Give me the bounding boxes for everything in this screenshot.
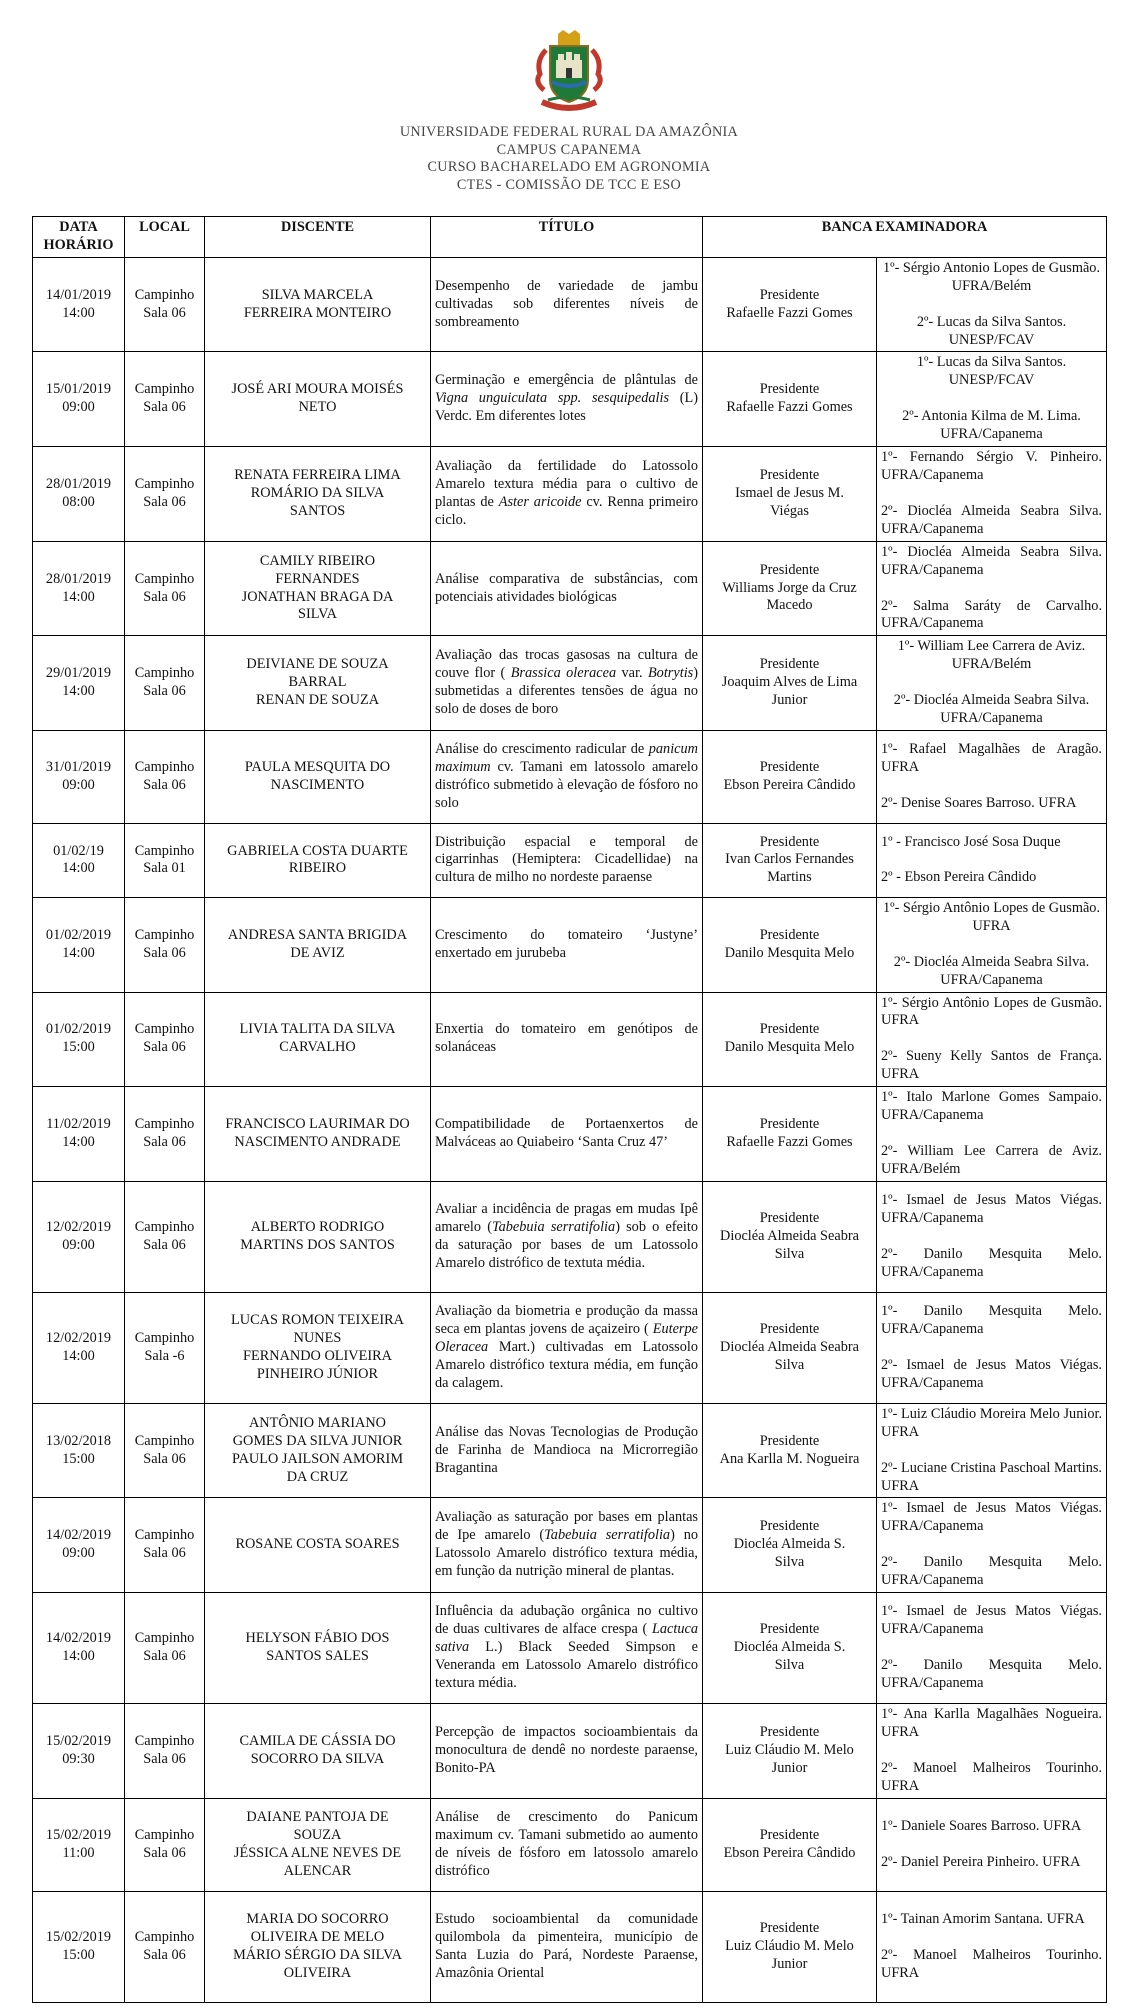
date-time-cell: 14/02/2019 14:00 [33, 1593, 125, 1704]
thesis-title: Distribuição espacial e temporal de cigarrinhas (Hemiptera: Cicadellidae) na cultura de milho no nordeste paraense [435, 833, 698, 886]
first-member: 1º- Ismael de Jesus Matos Viégas. UFRA/Capanema [881, 1603, 1103, 1638]
committee-members-cell [877, 1498, 1107, 1593]
location-cell: Campinho Sala 06 [125, 447, 205, 542]
second-member: 2º- Lucas da Silva Santos. UNESP/FCAV [916, 313, 1067, 348]
header-student: DISCENTE [205, 217, 431, 258]
committee-members-cell [877, 447, 1107, 542]
thesis-title: Avaliar a incidência de pragas em mudas Ipê amarelo (Tabebuia serratifolia) sob o efeito da saturação por bases de um Latossolo Amarelo distrófico de textuta média. [435, 1201, 698, 1271]
title-cell [431, 1704, 703, 1799]
location-cell: Campinho Sala 06 [125, 636, 205, 731]
location-cell: Campinho Sala 06 [125, 1087, 205, 1182]
table-row [33, 1292, 1107, 1403]
president-cell: Presidente Diocléa Almeida S. Silva [703, 1498, 877, 1593]
student-cell: LUCAS ROMON TEIXEIRA NUNES FERNANDO OLIVEIRA PINHEIRO JÚNIOR [205, 1292, 431, 1403]
student-cell: GABRIELA COSTA DUARTE RIBEIRO [205, 823, 431, 897]
committee-members-cell [877, 992, 1107, 1087]
committee-members-cell [877, 1593, 1107, 1704]
committee-members-cell [877, 636, 1107, 731]
student-cell: DEIVIANE DE SOUZA BARRAL RENAN DE SOUZA [205, 636, 431, 731]
course-name: CURSO BACHARELADO EM AGRONOMIA [427, 159, 711, 176]
student-cell: ROSANE COSTA SOARES [205, 1498, 431, 1593]
location-cell: Campinho Sala 01 [125, 823, 205, 897]
president-cell: Presidente Diocléa Almeida S. Silva [703, 1593, 877, 1704]
student-cell: FRANCISCO LAURIMAR DO NASCIMENTO ANDRADE [205, 1087, 431, 1182]
commission-name: CTES - COMISSÃO DE TCC E ESO [456, 176, 682, 193]
university-name: UNIVERSIDADE FEDERAL RURAL DA AMAZÔNIA [399, 124, 739, 140]
second-member: 2º- Luciane Cristina Paschoal Martins. UFRA [881, 1459, 1103, 1494]
location-cell: Campinho Sala 06 [125, 1891, 205, 2002]
table-row [33, 1593, 1107, 1704]
committee-members-cell [877, 1181, 1107, 1292]
committee-members-cell [877, 730, 1107, 823]
header-committee: BANCA EXAMINADORA [703, 217, 1107, 258]
table-row [33, 1798, 1107, 1891]
date-time-cell: 28/01/2019 14:00 [33, 541, 125, 636]
second-member: 2º- Sueny Kelly Santos de França. UFRA [881, 1048, 1103, 1083]
title-cell [431, 1593, 703, 1704]
title-cell [431, 1292, 703, 1403]
second-member: 2º- Diocléa Almeida Seabra Silva. UFRA/Capanema [893, 692, 1090, 727]
first-member: 1º- Sérgio Antonio Lopes de Gusmão. UFRA/Belém [883, 259, 1101, 294]
thesis-title: Enxertia do tomateiro em genótipos de solanáceas [435, 1021, 698, 1056]
title-cell [431, 1087, 703, 1182]
table-header-row [33, 217, 1107, 258]
first-member: 1º- Luiz Cláudio Moreira Melo Junior. UFRA [881, 1405, 1103, 1440]
second-member: 2º- Denise Soares Barroso. UFRA [881, 794, 1077, 811]
header-title: TÍTULO [431, 217, 703, 258]
table-row [33, 1498, 1107, 1593]
location-cell: Campinho Sala 06 [125, 541, 205, 636]
thesis-title: Estudo socioambiental da comunidade quilombola da pimenteira, município de Santa Luzia do Pará, Nordeste Paraense, Amazônia Oriental [435, 1910, 698, 1981]
thesis-title: Avaliação as saturação por bases em plantas de Ipe amarelo (Tabebuia serratifolia) no Latossolo Amarelo distrófico textura média, em função da nutrição mineral de plantas. [435, 1509, 699, 1580]
committee-members-cell [877, 1704, 1107, 1799]
student-cell: HELYSON FÁBIO DOS SANTOS SALES [205, 1593, 431, 1704]
location-cell: Campinho Sala 06 [125, 1798, 205, 1891]
thesis-title: Análise de crescimento do Panicum maximum cv. Tamani submetido ao aumento de níveis de fósforo em latossolo amarelo distrófico [435, 1808, 698, 1879]
president-cell: Presidente Rafaelle Fazzi Gomes [703, 1087, 877, 1182]
table-row [33, 541, 1107, 636]
table-row [33, 1087, 1107, 1182]
location-cell: Campinho Sala 06 [125, 992, 205, 1087]
title-cell [431, 257, 703, 352]
second-member: 2º- Daniel Pereira Pinheiro. UFRA [881, 1853, 1081, 1870]
president-cell: Presidente Ana Karlla M. Nogueira [703, 1403, 877, 1498]
title-cell [431, 1403, 703, 1498]
second-member: 2º- Diocléa Almeida Seabra Silva. UFRA/Capanema [881, 502, 1103, 537]
student-cell: CAMILY RIBEIRO FERNANDES JONATHAN BRAGA DA SILVA [205, 541, 431, 636]
committee-members-cell [877, 823, 1107, 897]
first-member: 1º - Francisco José Sosa Duque [881, 833, 1061, 850]
student-cell: DAIANE PANTOJA DE SOUZA JÉSSICA ALNE NEVES DE ALENCAR [205, 1798, 431, 1891]
table-row [33, 1403, 1107, 1498]
committee-members-cell [877, 1292, 1107, 1403]
title-cell [431, 992, 703, 1087]
location-cell: Campinho Sala 06 [125, 730, 205, 823]
first-member: 1º- Sérgio Antônio Lopes de Gusmão. UFRA [881, 994, 1103, 1029]
thesis-title: Desempenho de variedade de jambu cultivadas sob diferentes níveis de sombreamento [435, 277, 698, 330]
president-cell: Presidente Ivan Carlos Fernandes Martins [703, 823, 877, 897]
date-time-cell: 12/02/2019 14:00 [33, 1292, 125, 1403]
date-time-cell: 31/01/2019 09:00 [33, 730, 125, 823]
date-time-cell: 14/02/2019 09:00 [33, 1498, 125, 1593]
committee-members-cell [877, 1087, 1107, 1182]
student-cell: PAULA MESQUITA DO NASCIMENTO [205, 730, 431, 823]
table-row [33, 897, 1107, 992]
thesis-title: Crescimento do tomateiro ‘Justyne’ enxertado em jurubeba [435, 926, 698, 961]
table-row [33, 823, 1107, 897]
first-member: 1º- Ismael de Jesus Matos Viégas. UFRA/Capanema [881, 1500, 1103, 1535]
student-cell: CAMILA DE CÁSSIA DO SOCORRO DA SILVA [205, 1704, 431, 1799]
student-cell: JOSÉ ARI MOURA MOISÉS NETO [205, 352, 431, 447]
president-cell: Presidente Rafaelle Fazzi Gomes [703, 352, 877, 447]
president-cell: Presidente Ebson Pereira Cândido [703, 1798, 877, 1891]
date-time-cell: 28/01/2019 08:00 [33, 447, 125, 542]
title-cell [431, 730, 703, 823]
location-cell: Campinho Sala 06 [125, 897, 205, 992]
president-cell: Presidente Diocléa Almeida Seabra Silva [703, 1181, 877, 1292]
second-member: 2º- Manoel Malheiros Tourinho. UFRA [881, 1946, 1103, 1981]
committee-members-cell [877, 352, 1107, 447]
date-time-cell: 01/02/2019 14:00 [33, 897, 125, 992]
second-member: 2º- Ismael de Jesus Matos Viégas. UFRA/Capanema [881, 1356, 1103, 1391]
date-time-cell: 15/02/2019 15:00 [33, 1891, 125, 2002]
title-cell [431, 1891, 703, 2002]
committee-members-cell [877, 1891, 1107, 2002]
defense-schedule-table [32, 216, 1107, 2003]
second-member: 2º- William Lee Carrera de Aviz. UFRA/Belém [881, 1143, 1103, 1177]
location-cell: Campinho Sala 06 [125, 1593, 205, 1704]
table-row [33, 1891, 1107, 2002]
second-member: 2º- Manoel Malheiros Tourinho. UFRA [881, 1759, 1103, 1794]
committee-members-cell [877, 541, 1107, 636]
president-cell: Presidente Rafaelle Fazzi Gomes [703, 257, 877, 352]
student-cell: ALBERTO RODRIGO MARTINS DOS SANTOS [205, 1181, 431, 1292]
committee-members-cell [877, 897, 1107, 992]
table-row [33, 352, 1107, 447]
location-cell: Campinho Sala 06 [125, 1704, 205, 1799]
date-time-cell: 29/01/2019 14:00 [33, 636, 125, 731]
title-cell [431, 447, 703, 542]
location-cell: Campinho Sala 06 [125, 352, 205, 447]
title-cell [431, 1181, 703, 1292]
table-row [33, 1704, 1107, 1799]
student-cell: ANTÔNIO MARIANO GOMES DA SILVA JUNIOR PAULO JAILSON AMORIM DA CRUZ [205, 1403, 431, 1498]
date-time-cell: 14/01/2019 14:00 [33, 257, 125, 352]
first-member: 1º- Tainan Amorim Santana. UFRA [881, 1910, 1085, 1927]
second-member: 2º- Danilo Mesquita Melo. UFRA/Capanema [881, 1554, 1103, 1589]
president-cell: Presidente Ebson Pereira Cândido [703, 730, 877, 823]
table-row [33, 1181, 1107, 1292]
committee-members-cell [877, 1403, 1107, 1498]
first-member: 1º- Diocléa Almeida Seabra Silva. UFRA/Capanema [881, 543, 1103, 578]
title-cell [431, 823, 703, 897]
title-cell [431, 352, 703, 447]
table-row [33, 257, 1107, 352]
date-time-cell: 12/02/2019 09:00 [33, 1181, 125, 1292]
thesis-title: Avaliação das trocas gasosas na cultura de couve flor ( Brassica oleracea var. Botrytis) submetidas a diferentes tensões de água no solo de doses de boro [435, 647, 698, 718]
title-cell [431, 541, 703, 636]
president-cell: Presidente Joaquim Alves de Lima Junior [703, 636, 877, 731]
president-cell: Presidente Luiz Cláudio M. Melo Junior [703, 1704, 877, 1799]
title-cell [431, 1798, 703, 1891]
thesis-title: Análise comparativa de substâncias, com potenciais atividades biológicas [435, 570, 698, 605]
second-member: 2º- Salma Saráty de Carvalho. UFRA/Capanema [881, 597, 1103, 632]
student-cell: ANDRESA SANTA BRIGIDA DE AVIZ [205, 897, 431, 992]
thesis-title: Análise do crescimento radicular de panicum maximum cv. Tamani em latossolo amarelo distrófico submetido à elevação de fósforo no solo [435, 741, 698, 811]
table-row [33, 730, 1107, 823]
student-cell: SILVA MARCELA FERREIRA MONTEIRO [205, 257, 431, 352]
first-member: 1º- Lucas da Silva Santos. UNESP/FCAV [916, 354, 1067, 389]
second-member: 2º- Danilo Mesquita Melo. UFRA/Capanema [881, 1245, 1103, 1280]
first-member: 1º- Danilo Mesquita Melo. UFRA/Capanema [881, 1303, 1103, 1337]
president-cell: Presidente Luiz Cláudio M. Melo Junior [703, 1891, 877, 2002]
second-member: 2º- Diocléa Almeida Seabra Silva. UFRA/Capanema [893, 953, 1090, 988]
thesis-title: Influência da adubação orgânica no cultivo de duas cultivares de alface crespa ( Lactuca sativa L.) Black Seeded Simpson e Veneranda em Latossolo Amarelo distrófico textura média. [435, 1603, 698, 1691]
thesis-title: Germinação e emergência de plântulas de Vigna unguiculata spp. sesquipedalis (L) Verdc. Em diferentes lotes [435, 372, 698, 425]
second-member: 2º- Antonia Kilma de M. Lima. UFRA/Capanema [902, 408, 1081, 443]
title-cell [431, 897, 703, 992]
table-row [33, 992, 1107, 1087]
date-time-cell: 15/01/2019 09:00 [33, 352, 125, 447]
first-member: 1º- Sérgio Antônio Lopes de Gusmão. UFRA [883, 899, 1101, 934]
president-cell: Presidente Ismael de Jesus M. Viégas [703, 447, 877, 542]
date-time-cell: 01/02/2019 15:00 [33, 992, 125, 1087]
date-time-cell: 13/02/2018 15:00 [33, 1403, 125, 1498]
location-cell: Campinho Sala 06 [125, 257, 205, 352]
thesis-title: Compatibilidade de Portaenxertos de Malváceas ao Quiabeiro ‘Santa Cruz 47’ [435, 1116, 698, 1150]
first-member: 1º- Ismael de Jesus Matos Viégas. UFRA/Capanema [881, 1192, 1103, 1226]
date-time-cell: 01/02/19 14:00 [33, 823, 125, 897]
date-time-cell: 11/02/2019 14:00 [33, 1087, 125, 1182]
student-cell: RENATA FERREIRA LIMA ROMÁRIO DA SILVA SANTOS [205, 447, 431, 542]
second-member: 2º- Danilo Mesquita Melo. UFRA/Capanema [881, 1657, 1103, 1691]
first-member: 1º- Ana Karlla Magalhães Nogueira. UFRA [881, 1706, 1103, 1740]
president-cell: Presidente Williams Jorge da Cruz Macedo [703, 541, 877, 636]
committee-members-cell [877, 257, 1107, 352]
first-member: 1º- Daniele Soares Barroso. UFRA [881, 1817, 1082, 1834]
first-member: 1º- Rafael Magalhães de Aragão. UFRA [881, 741, 1103, 775]
thesis-title: Percepção de impactos socioambientais da monocultura de dendê no nordeste paraense, Bonito-PA [435, 1724, 698, 1776]
campus-name: CAMPUS CAPANEMA [496, 141, 642, 158]
location-cell: Campinho Sala -6 [125, 1292, 205, 1403]
table-row [33, 447, 1107, 542]
president-cell: Presidente Danilo Mesquita Melo [703, 897, 877, 992]
student-cell: LIVIA TALITA DA SILVA CARVALHO [205, 992, 431, 1087]
president-cell: Presidente Diocléa Almeida Seabra Silva [703, 1292, 877, 1403]
location-cell: Campinho Sala 06 [125, 1403, 205, 1498]
header-location: LOCAL [125, 217, 205, 258]
table-row [33, 636, 1107, 731]
first-member: 1º- William Lee Carrera de Aviz. UFRA/Belém [897, 638, 1086, 673]
committee-members-cell [877, 1798, 1107, 1891]
location-cell: Campinho Sala 06 [125, 1181, 205, 1292]
location-cell: Campinho Sala 06 [125, 1498, 205, 1593]
thesis-title: Avaliação da fertilidade do Latossolo Amarelo textura média para o cultivo de plantas de Aster aricoide cv. Renna primeiro ciclo. [435, 458, 698, 528]
thesis-title: Avaliação da biometria e produção da massa seca em plantas jovens de açaizeiro ( Euterpe Oleracea Mart.) cultivadas em Latossolo Amarelo distrófico textura média, em função da calagem. [435, 1303, 698, 1391]
document-header [0, 30, 1138, 194]
first-member: 1º- Fernando Sérgio V. Pinheiro. UFRA/Capanema [881, 449, 1103, 483]
title-cell [431, 1498, 703, 1593]
president-cell: Presidente Danilo Mesquita Melo [703, 992, 877, 1087]
header-date-time: DATA HORÁRIO [33, 217, 125, 258]
date-time-cell: 15/02/2019 11:00 [33, 1798, 125, 1891]
student-cell: MARIA DO SOCORRO OLIVEIRA DE MELO MÁRIO SÉRGIO DA SILVA OLIVEIRA [205, 1891, 431, 2002]
title-cell [431, 636, 703, 731]
university-crest-icon [524, 30, 614, 120]
date-time-cell: 15/02/2019 09:30 [33, 1704, 125, 1799]
first-member: 1º- Italo Marlone Gomes Sampaio. UFRA/Capanema [881, 1089, 1103, 1124]
second-member: 2º - Ebson Pereira Cândido [881, 869, 1037, 886]
thesis-title: Análise das Novas Tecnologias de Produção de Farinha de Mandioca na Microrregião Bragantina [435, 1423, 698, 1476]
